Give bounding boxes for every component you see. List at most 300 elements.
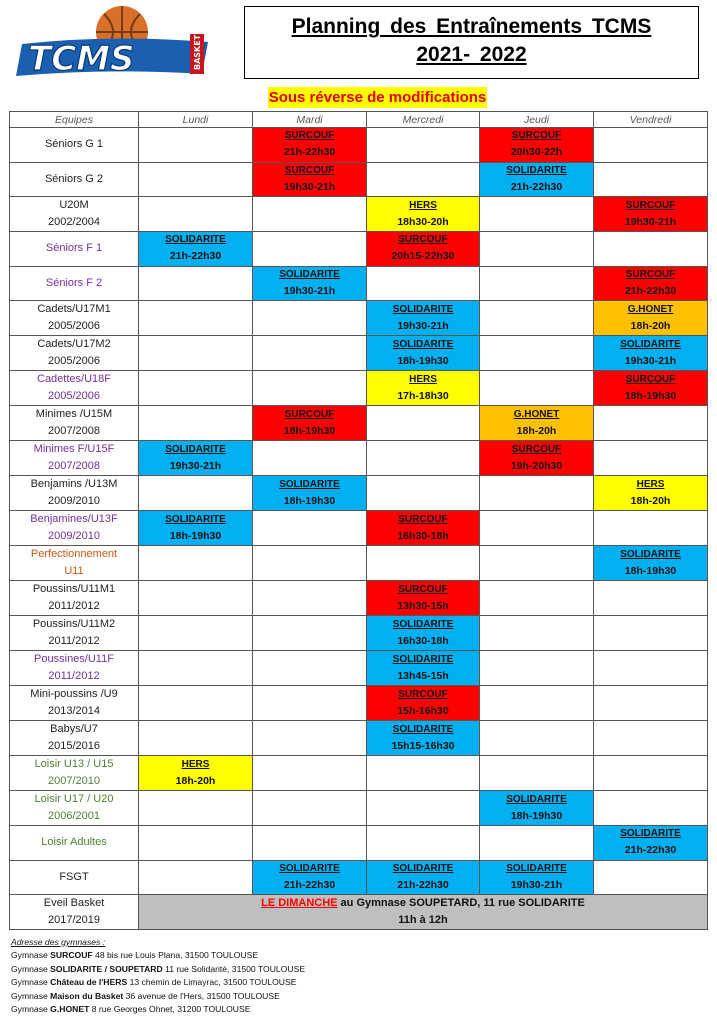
eveil-gym: au Gymnase SOUPETARD, 11 rue SOLIDARITE [337, 897, 585, 909]
table-row [10, 232, 708, 267]
address-text: 13 chemin de Limayrac, 31500 TOULOUSE [127, 977, 297, 988]
empty-cell [594, 232, 708, 267]
session-cell [367, 721, 480, 756]
gym-name: SOLIDARITE [279, 268, 340, 280]
table-row [10, 511, 708, 546]
empty-cell [253, 197, 367, 232]
empty-cell [139, 721, 253, 756]
team-line: Séniors G 1 [44, 138, 104, 151]
team-name [10, 826, 139, 861]
session-cell [367, 232, 480, 267]
address-line [11, 976, 711, 989]
team-line: 2007/2010 [48, 775, 100, 787]
empty-cell [480, 476, 594, 511]
team-line: Eveil Basket [43, 897, 105, 909]
address-prefix: Gymnase [11, 963, 51, 974]
session-cell [480, 162, 594, 197]
gym-name: HERS [409, 373, 437, 385]
empty-cell [594, 511, 708, 546]
empty-cell [253, 581, 367, 616]
gym-name: SOLIDARITE [392, 338, 454, 350]
title-box [244, 6, 699, 79]
empty-cell [367, 441, 480, 476]
empty-cell [480, 197, 594, 232]
team-line: Poussines/U11F [34, 653, 114, 665]
address-prefix: Gymnase [11, 1004, 51, 1015]
empty-cell [594, 441, 708, 476]
empty-cell [594, 756, 708, 791]
session-time: 18h-19h30 [169, 529, 222, 542]
empty-cell [594, 686, 708, 721]
gym-name: SURCOUF [284, 164, 335, 176]
empty-cell [139, 371, 253, 406]
table-row [10, 860, 708, 895]
team-name [10, 336, 139, 371]
session-time: 19h30-21h [624, 354, 677, 367]
team-name [10, 441, 139, 476]
empty-cell [480, 301, 594, 336]
team-name [10, 162, 139, 197]
session-time: 18h-19h30 [624, 564, 677, 577]
session-cell [594, 371, 708, 406]
table-header-row [10, 112, 708, 128]
table-row [10, 721, 708, 756]
eveil-day: LE DIMANCHE [261, 897, 338, 909]
session-time: 21h-22h30 [283, 878, 336, 891]
empty-cell [594, 128, 708, 163]
empty-cell [139, 301, 253, 336]
team-line: Loisir Adultes [41, 836, 107, 849]
session-time: 18h30-20h [397, 215, 449, 228]
session-time: 13h30-15h [397, 599, 449, 612]
session-cell [139, 232, 253, 267]
empty-cell [594, 406, 708, 441]
team-line: Poussins/U11M1 [32, 583, 116, 595]
table-row [10, 616, 708, 651]
gym-name: SURCOUF [398, 234, 448, 246]
team-line: 2013/2014 [48, 705, 100, 717]
table-row [10, 651, 708, 686]
table-row [10, 162, 708, 197]
team-line: Mini-poussins /U9 [30, 688, 118, 700]
table-row [10, 301, 708, 336]
gym-name: SURCOUF [625, 199, 676, 211]
gym-name: SOLIDARITE [392, 303, 454, 315]
team-name [10, 511, 139, 546]
session-cell [594, 301, 708, 336]
team-line: Séniors F 2 [45, 276, 103, 289]
empty-cell [480, 336, 594, 371]
team-line: Cadettes/U18F [37, 373, 111, 385]
gym-label: Maison du Basket [50, 990, 124, 1001]
team-name [10, 301, 139, 336]
session-time: 15h15-16h30 [391, 739, 455, 752]
empty-cell [480, 581, 594, 616]
session-time: 16h30-18h [397, 634, 449, 647]
gym-label: SURCOUF [50, 950, 93, 961]
session-time: 18h-19h30 [510, 809, 563, 822]
team-line: Perfectionnement [30, 548, 118, 560]
gym-name: SOLIDARITE [506, 862, 567, 874]
empty-cell [480, 511, 594, 546]
table-row [10, 406, 708, 441]
address-prefix: Gymnase [11, 950, 51, 961]
gym-name: SOLIDARITE [620, 828, 681, 840]
gym-name: SURCOUF [398, 583, 448, 595]
empty-cell [367, 826, 480, 861]
session-cell [594, 336, 708, 371]
eveil-session [139, 895, 708, 930]
empty-cell [139, 406, 253, 441]
empty-cell [253, 721, 367, 756]
team-name [10, 371, 139, 406]
gym-name: G.HONET [627, 303, 674, 315]
session-time: 19h30-21h [397, 319, 449, 332]
team-line: 2017/2019 [48, 914, 100, 926]
team-line: Cadets/U17M2 [37, 338, 111, 350]
table-row [10, 371, 708, 406]
table-row [10, 441, 708, 476]
empty-cell [253, 791, 367, 826]
session-cell [594, 546, 708, 581]
session-cell [253, 128, 367, 163]
address-text: 36 avenue de l'Hers, 31500 TOULOUSE [123, 990, 280, 1001]
gym-label: SOLIDARITE / SOUPETARD [50, 963, 163, 974]
gym-label: G.HONET [50, 1004, 90, 1015]
empty-cell [480, 826, 594, 861]
gym-name: G.HONET [513, 408, 560, 420]
team-name [10, 860, 139, 895]
session-cell [480, 791, 594, 826]
empty-cell [594, 616, 708, 651]
team-line: FSGT [59, 870, 89, 883]
team-name [10, 197, 139, 232]
gym-name: SOLIDARITE [506, 164, 567, 176]
team-line: Babys/U7 [50, 723, 98, 735]
address-line [11, 963, 711, 976]
address-text: 8 rue Georges Ohnet, 31200 TOULOUSE [89, 1004, 251, 1015]
session-time: 21h-22h30 [624, 284, 677, 297]
session-time: 21h-22h30 [624, 844, 677, 857]
session-time: 19h30-21h [624, 215, 677, 228]
empty-cell [253, 441, 367, 476]
session-cell [367, 197, 480, 232]
address-text: 11 rue Solidarité, 31500 TOULOUSE [162, 963, 306, 974]
session-time: 20h15-22h30 [391, 250, 455, 263]
team-line: 2005/2006 [48, 320, 100, 332]
gym-name: HERS [181, 758, 210, 770]
table-row [10, 266, 708, 301]
session-time: 21h-22h30 [510, 180, 563, 193]
header-day: Lundi [139, 112, 253, 128]
session-cell [480, 860, 594, 895]
empty-cell [594, 791, 708, 826]
team-line: 2007/2008 [48, 425, 100, 437]
session-cell [367, 371, 480, 406]
session-cell [367, 860, 480, 895]
address-line [11, 949, 711, 962]
address-prefix: Gymnase [11, 990, 51, 1001]
session-cell [480, 128, 594, 163]
address-prefix: Gymnase [11, 977, 51, 988]
team-line: Cadets/U17M1 [37, 303, 111, 315]
session-time: 18h-19h30 [397, 354, 449, 367]
table-row [10, 791, 708, 826]
address-line [11, 990, 711, 1003]
table-row [10, 686, 708, 721]
empty-cell [594, 162, 708, 197]
empty-cell [139, 266, 253, 301]
team-name [10, 546, 139, 581]
empty-cell [594, 860, 708, 895]
team-line: Poussins/U11M2 [32, 618, 116, 630]
team-line: 2006/2001 [48, 810, 100, 822]
team-name [10, 406, 139, 441]
empty-cell [367, 406, 480, 441]
logo-subtext: BASKET [193, 34, 202, 70]
session-cell [367, 686, 480, 721]
gym-name: SURCOUF [511, 130, 562, 142]
team-name [10, 756, 139, 791]
team-line: Séniors F 1 [45, 242, 103, 255]
team-name [10, 266, 139, 301]
team-line: Benjamines/U13F [30, 513, 118, 525]
session-time: 18h-19h30 [624, 389, 677, 402]
session-cell [367, 301, 480, 336]
session-cell [253, 476, 367, 511]
session-cell [367, 336, 480, 371]
empty-cell [139, 686, 253, 721]
empty-cell [139, 616, 253, 651]
session-cell [253, 162, 367, 197]
team-line: 2011/2012 [48, 600, 100, 612]
team-name [10, 232, 139, 267]
empty-cell [139, 791, 253, 826]
gym-name: SOLIDARITE [279, 478, 340, 490]
session-time: 18h-20h [175, 774, 216, 787]
empty-cell [480, 266, 594, 301]
team-line: 2007/2008 [48, 460, 100, 472]
header-equipes: Equipes [10, 112, 139, 128]
empty-cell [253, 651, 367, 686]
empty-cell [139, 581, 253, 616]
session-cell [480, 406, 594, 441]
team-name [10, 476, 139, 511]
session-time: 19h30-21h [283, 284, 336, 297]
empty-cell [253, 336, 367, 371]
session-cell [367, 651, 480, 686]
session-time: 21h-22h30 [169, 250, 222, 263]
empty-cell [139, 197, 253, 232]
session-cell [253, 266, 367, 301]
empty-cell [253, 546, 367, 581]
session-time: 17h-18h30 [397, 389, 449, 402]
schedule-table [9, 111, 708, 930]
empty-cell [253, 756, 367, 791]
session-time: 18h-19h30 [283, 494, 336, 507]
empty-cell [139, 336, 253, 371]
header-day: Mardi [253, 112, 367, 128]
empty-cell [253, 301, 367, 336]
empty-cell [480, 686, 594, 721]
team-line: 2015/2016 [48, 740, 100, 752]
gym-addresses [11, 936, 711, 1016]
gym-name: SURCOUF [398, 513, 448, 525]
team-name [10, 895, 139, 930]
gym-name: SURCOUF [625, 268, 676, 280]
team-line: 2009/2010 [48, 530, 100, 542]
session-cell [253, 860, 367, 895]
team-name [10, 616, 139, 651]
empty-cell [480, 546, 594, 581]
empty-cell [367, 546, 480, 581]
session-cell [594, 197, 708, 232]
gym-name: SURCOUF [398, 688, 448, 700]
session-cell [253, 406, 367, 441]
team-line: 2009/2010 [48, 495, 100, 507]
session-cell [480, 441, 594, 476]
team-line: Loisir U13 / U15 [34, 758, 114, 770]
gym-name: SURCOUF [284, 130, 335, 142]
session-time: 13h45-15h [397, 669, 449, 682]
gym-name: SOLIDARITE [279, 862, 340, 874]
session-time: 18h-20h [630, 494, 671, 507]
gym-name: SURCOUF [511, 443, 562, 455]
empty-cell [139, 860, 253, 895]
team-line: Séniors G 2 [44, 172, 104, 185]
gym-name: SOLIDARITE [620, 548, 681, 560]
empty-cell [367, 266, 480, 301]
eveil-location [139, 895, 707, 912]
team-name [10, 128, 139, 163]
empty-cell [253, 371, 367, 406]
empty-cell [480, 756, 594, 791]
session-time: 16h30-18h [397, 529, 449, 542]
empty-cell [480, 721, 594, 756]
empty-cell [594, 721, 708, 756]
empty-cell [367, 162, 480, 197]
team-line: Minimes F/U15F [33, 443, 115, 455]
empty-cell [480, 371, 594, 406]
table-row [10, 128, 708, 163]
addresses-heading: Adresse des gymnases : [11, 937, 106, 947]
empty-cell [253, 232, 367, 267]
empty-cell [139, 651, 253, 686]
session-time: 19h30-21h [169, 459, 222, 472]
session-time: 18h-20h [516, 424, 557, 437]
page-title: Planning des Entraînements TCMS [291, 15, 652, 38]
gym-name: SOLIDARITE [392, 618, 454, 630]
empty-cell [367, 791, 480, 826]
empty-cell [253, 511, 367, 546]
header-day: Jeudi [480, 112, 594, 128]
gym-label: Château de l'HERS [50, 977, 128, 988]
team-line: Minimes /U15M [35, 408, 113, 420]
empty-cell [253, 616, 367, 651]
session-cell [594, 826, 708, 861]
gym-name: SOLIDARITE [620, 338, 681, 350]
empty-cell [139, 476, 253, 511]
logo-text: TCMS [28, 39, 135, 79]
gym-name: HERS [409, 199, 437, 211]
team-line: 2011/2012 [48, 670, 100, 682]
table-row [10, 476, 708, 511]
session-time: 21h-22h30 [283, 146, 336, 159]
session-time: 15h-16h30 [397, 704, 449, 717]
empty-cell [367, 756, 480, 791]
address-line [11, 1003, 711, 1016]
session-cell [594, 266, 708, 301]
session-cell [139, 756, 253, 791]
empty-cell [367, 476, 480, 511]
session-time: 21h-22h30 [397, 878, 449, 891]
tcms-logo [12, 4, 212, 82]
session-time: 19h30-21h [510, 878, 563, 891]
header-day: Vendredi [594, 112, 708, 128]
session-time: 19h30-21h [283, 180, 336, 193]
session-cell [594, 476, 708, 511]
team-line: 2005/2006 [48, 390, 100, 402]
team-line: U20M [59, 199, 89, 211]
table-row [10, 546, 708, 581]
team-name [10, 651, 139, 686]
empty-cell [139, 546, 253, 581]
empty-cell [480, 651, 594, 686]
gym-name: SOLIDARITE [165, 443, 226, 455]
gym-name: SOLIDARITE [165, 513, 226, 525]
session-cell [367, 581, 480, 616]
table-row [10, 581, 708, 616]
gym-name: SOLIDARITE [506, 793, 567, 805]
empty-cell [253, 686, 367, 721]
session-cell [139, 511, 253, 546]
empty-cell [594, 581, 708, 616]
empty-cell [367, 128, 480, 163]
table-row [10, 756, 708, 791]
gym-name: SOLIDARITE [392, 723, 454, 735]
empty-cell [253, 826, 367, 861]
team-name [10, 686, 139, 721]
gym-name: SOLIDARITE [392, 653, 454, 665]
empty-cell [139, 128, 253, 163]
table-row [10, 197, 708, 232]
session-cell [139, 441, 253, 476]
page-subtitle-season: 2021- 2022 [416, 43, 527, 66]
session-cell [367, 616, 480, 651]
team-name [10, 581, 139, 616]
notice-banner: Sous réverse de modifications [268, 89, 487, 106]
address-text: 48 bis rue Louis Plana, 31500 TOULOUSE [92, 950, 259, 961]
gym-name: SOLIDARITE [165, 234, 226, 246]
gym-name: SURCOUF [625, 373, 676, 385]
team-line: 2011/2012 [48, 635, 100, 647]
team-name [10, 791, 139, 826]
session-time: 20h30-22h [510, 146, 563, 159]
eveil-time: 11h à 12h [398, 914, 448, 926]
empty-cell [480, 232, 594, 267]
gym-name: SOLIDARITE [392, 862, 454, 874]
table-row [10, 826, 708, 861]
table-row [10, 336, 708, 371]
team-line: U11 [64, 565, 84, 577]
gym-name: SURCOUF [284, 408, 335, 420]
empty-cell [594, 651, 708, 686]
empty-cell [139, 826, 253, 861]
header-day: Mercredi [367, 112, 480, 128]
gym-name: HERS [636, 478, 665, 490]
team-name [10, 721, 139, 756]
empty-cell [480, 616, 594, 651]
